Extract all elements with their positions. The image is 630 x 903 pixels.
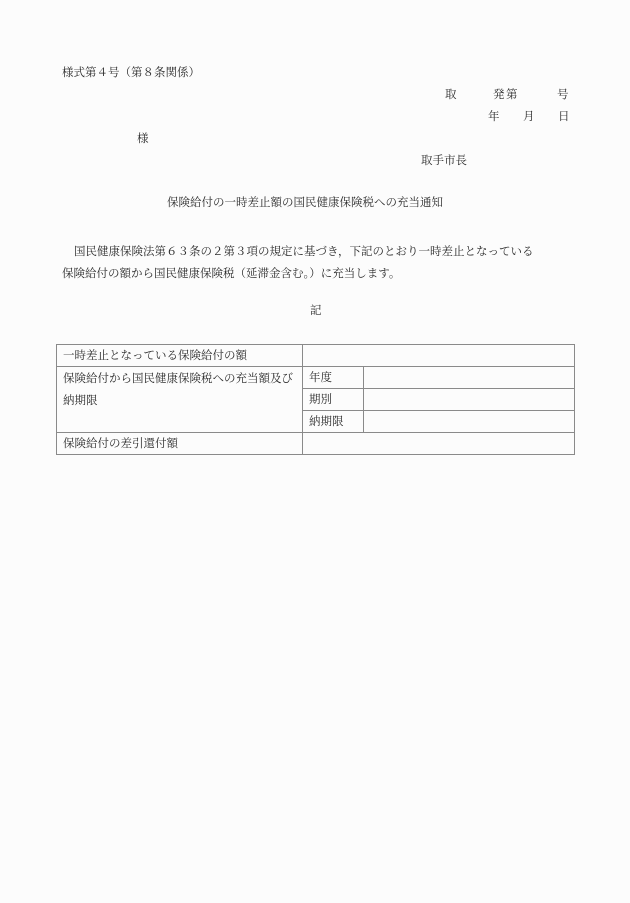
document-title: 保険給付の一時差止額の国民健康保険税への充当通知: [167, 195, 443, 209]
row-label: 保険給付の差引還付額: [57, 433, 303, 455]
fiscal-year-value: [364, 367, 575, 389]
refund-amount-value: [303, 433, 575, 455]
sub-label-due-date: 納期限: [303, 411, 364, 433]
issue-prefix: 取: [445, 87, 457, 101]
date-month: 月: [523, 109, 535, 123]
sub-label-fiscal-year: 年度: [303, 367, 364, 389]
installment-value: [364, 389, 575, 411]
body-text: [62, 240, 582, 284]
details-table: [56, 344, 575, 455]
ki-heading: 記: [310, 303, 322, 317]
due-date-value: [364, 411, 575, 433]
sub-label-installment: 期別: [303, 389, 364, 411]
table-row: [57, 433, 575, 455]
date-day: 日: [558, 109, 570, 123]
sender: 取手市長: [421, 153, 467, 167]
table-row: [57, 345, 575, 367]
form-number: 様式第４号（第８条関係）: [62, 65, 200, 79]
body-line-2: 保険給付の額から国民健康保険税（延滞金含む。）に充当します。: [62, 266, 401, 280]
suspended-amount-value: [303, 345, 575, 367]
row-label: 保険給付から国民健康保険税への充当額及び納期限: [57, 367, 303, 433]
issue-middle: 発: [493, 87, 505, 101]
issue-suffix: 号: [557, 87, 569, 101]
issue-dai: 第: [506, 87, 518, 101]
date-year: 年: [488, 109, 500, 123]
body-line-1: 国民健康保険法第６３条の２第３項の規定に基づき，下記のとおり一時差止となっている: [74, 244, 534, 258]
table-row: [57, 367, 575, 389]
row-label: 一時差止となっている保険給付の額: [57, 345, 303, 367]
addressee-suffix: 様: [137, 131, 149, 145]
